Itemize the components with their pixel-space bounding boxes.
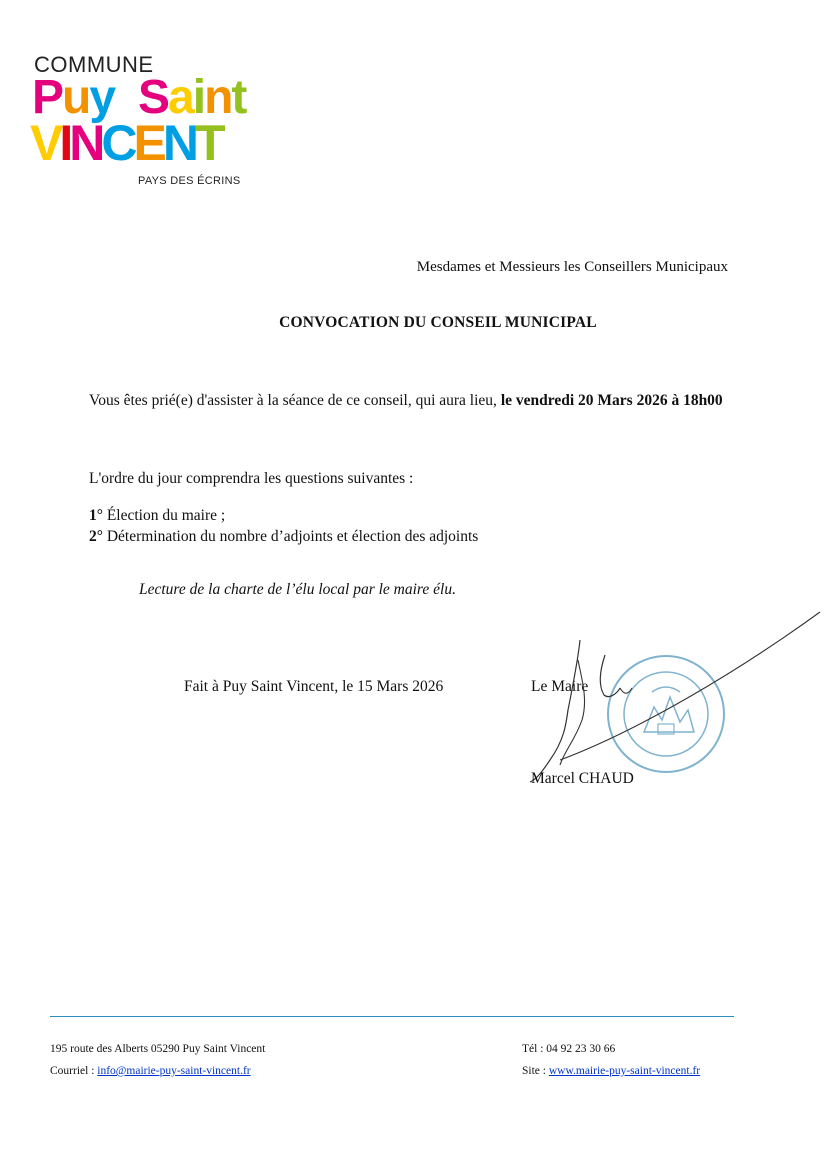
logo-tagline: PAYS DES ÉCRINS — [138, 175, 241, 187]
website-link[interactable]: www.mairie-puy-saint-vincent.fr — [548, 1065, 701, 1077]
document-title: CONVOCATION DU CONSEIL MUNICIPAL — [279, 314, 597, 331]
agenda-intro: L'ordre du jour comprendra les questions suivantes : — [89, 470, 414, 487]
footer-address: 195 route des Alberts 05290 Puy Saint Vincent — [50, 1043, 266, 1055]
charter-reading-note: Lecture de la charte de l’élu local par le maire élu. — [139, 581, 456, 598]
logo-commune-text: COMMUNE — [34, 52, 154, 77]
logo-word-saint: Saint — [138, 71, 246, 124]
commune-logo — [30, 52, 250, 192]
mayor-title: Le Maire — [531, 678, 589, 695]
invitation-text: Vous êtes prié(e) d'assister à la séance de ce conseil, qui aura lieu, — [89, 392, 501, 409]
place-and-date: Fait à Puy Saint Vincent, le 15 Mars 2026 — [184, 678, 444, 695]
footer-email: Courriel : info@mairie-puy-saint-vincent.fr — [50, 1065, 251, 1077]
agenda-list — [89, 505, 478, 547]
footer-phone: Tél : 04 92 23 30 66 — [522, 1043, 616, 1055]
email-link[interactable]: info@mairie-puy-saint-vincent.fr — [97, 1065, 251, 1077]
footer-website: Site : www.mairie-puy-saint-vincent.fr — [522, 1065, 701, 1077]
meeting-date: le vendredi 20 Mars 2026 à 18h00 — [500, 392, 723, 409]
invitation-paragraph — [89, 390, 739, 411]
mayor-name: Marcel CHAUD — [531, 770, 634, 787]
logo-word-vincent: VINCENT — [30, 115, 222, 171]
logo-word-puy: Puy — [32, 71, 115, 124]
recipient-line: Mesdames et Messieurs les Conseillers Municipaux — [416, 259, 728, 275]
footer-divider — [50, 1016, 734, 1017]
agenda-item: 1° Élection du maire ; — [89, 507, 226, 524]
agenda-item: 2° Détermination du nombre d’adjoints et élection des adjoints — [89, 528, 479, 545]
